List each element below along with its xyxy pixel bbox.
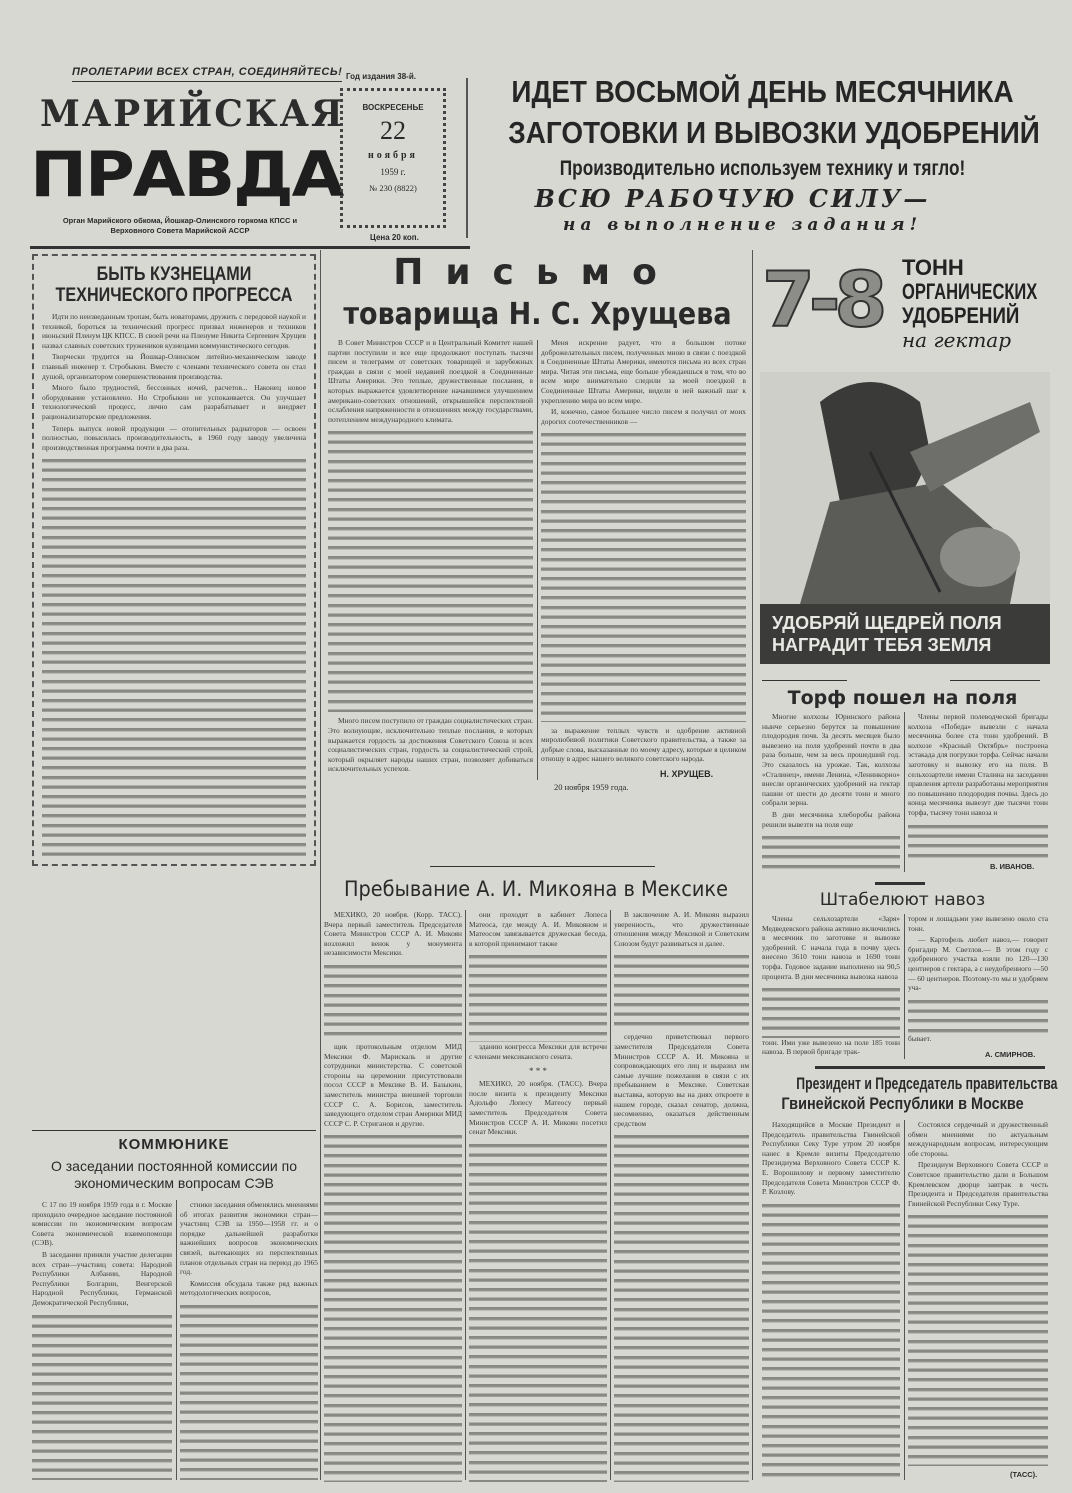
communique-col-1	[32, 1200, 172, 1480]
peat-col-1	[762, 712, 900, 872]
guinea-title-line-2: Гвинейской Республики в Москве	[781, 1094, 1024, 1113]
communique-subtitle: О заседании постоянной комиссии по экономическим вопросам СЭВ	[50, 1158, 298, 1191]
text-continuation	[42, 456, 306, 860]
text-continuation	[328, 428, 533, 712]
peat-col-2	[908, 712, 1048, 860]
column-rule	[904, 712, 905, 872]
paragraph: В заседании приняли участие делегации всех стран—участниц совета: Народной Республики Албании, Народной Республики Болгарии, Венгерской Народной Республики, Германской Демократической Республики,	[32, 1249, 172, 1307]
paragraph: Комиссия обсудала также ряд важных методологических вопросов,	[180, 1278, 318, 1298]
column-rule	[176, 1200, 177, 1480]
paragraph: Находящийся в Москве Президент и Председатель правительства Гвинейской Республики Секу Туре утром 20 ноября нанес в Кремле визиты Председателю Президиума Верховного Совета СССР К. Е. Ворошилову и первому заместителю Председателя Совета Министров СССР Ф. Р. Козлову.	[762, 1120, 900, 1197]
banner-line-1: ИДЕТ ВОСЬМОЙ ДЕНЬ МЕСЯЧНИКА	[511, 74, 1014, 109]
letter-title-1: Письмо	[393, 252, 679, 293]
banner-line-2: ЗАГОТОВКИ И ВЫВОЗКИ УДОБРЕНИЙ	[508, 115, 1040, 150]
paragraph: щик протокольным отделом МИД Мексики Ф. Марискаль и другие сотрудники министерства. С советской стороны на церемонии присутствовали посол СССР в Мексике В. И. Базыкин, заместитель министра внешней торговли СССР С. А. Борисов, заместитель заведующего отделом стран Америки МИД СССР С. Р. Стриганов и другие.	[324, 1041, 462, 1128]
mikoyan-col-2	[469, 910, 607, 1482]
banner-line-5: на выполнение задания!	[562, 215, 923, 235]
paragraph: Члены сельхозартели «Заря» Медведевского района активно включились в месячник по заготовке и вывозке удобрений. С начала года в почву здесь внесено 3610 тонн навоза и 1690 тонн торфа. Годовое задание выполнено на 90,5 процента. В дни месячника вывозка навоза	[762, 914, 900, 981]
letter-title-2: товарища Н. С. Хрущева	[343, 297, 732, 332]
guinea-title	[755, 1074, 1058, 1114]
day: 22	[380, 116, 406, 145]
paragraph: И, конечно, самое большее число писем я получил от моих дорогих соотечественников —	[541, 407, 746, 426]
communique-title: КОММЮНИКЕ	[118, 1136, 230, 1153]
text-continuation	[324, 1132, 462, 1482]
letter-col-2	[541, 338, 746, 766]
column-rule	[320, 250, 321, 1480]
editorial-title-line-1: БЫТЬ КУЗНЕЦАМИ	[96, 264, 252, 285]
paragraph: Творчески трудится на Йошкар-Олинском литейно-механическом заводе главный инженер т. Стробыкин. Вместе с членами технического совета он стал душой, организатором совершенствования производства.	[42, 352, 306, 381]
paragraph: Много писем поступило от граждан социалистических стран. Это волнующие, исключительно теплые послания, в которых выражается гордость за достижения Советского Союза и всех социалистических стран, гордость за социалистический строй, который окрыляет народы наших стран, позволяет добиваться исключительных успехов.	[328, 716, 533, 774]
poster-line: УДОБРЕНИЙ	[902, 303, 1020, 328]
paragraph: Идти по неизведанным тропам, быть новаторами, дружить с передовой наукой и техникой, бороться за технический прогресс призвал инженеров и техников июньский Пленум ЦК КПСС. В своей речи на Пленуме Никита Сергеевич Хрущев назвал славных советских тружеников кузнецами коммунистического сегодня.	[42, 312, 306, 350]
text-continuation	[469, 1141, 607, 1482]
column-rule	[904, 914, 905, 1059]
year: 1959 г.	[380, 167, 406, 177]
column-rule	[904, 1120, 905, 1480]
text-continuation	[908, 822, 1048, 860]
paragraph: за выражение теплых чувств и одобрение активной миролюбивой политики Советского правительства, а также за добрые слова, высказанные по моему адресу, которые я целиком отношу в адрес нашего великого советского народа.	[541, 725, 746, 764]
poster-line: ТОНН	[902, 255, 964, 280]
column-rule	[537, 340, 538, 780]
weekday: ВОСКРЕСЕНЬЕ	[362, 103, 424, 112]
guinea-col-2	[908, 1120, 1048, 1466]
organ-statement: Орган Марийского обкома, Йошкар-Олинского горкома КПСС и Верховного Совета Марийской АССР	[62, 216, 298, 235]
paragraph: сердечно приветствовал первого заместителя Председателя Совета Министров СССР А. И. Микояна и сопровождающих его лиц и выразил им самые лучшие пожелания в связи с их пребыванием в Мексике. Советская выставка, которую вы на днях откроете в нашем городе, сказал сенатор, должна, несомненно, оказаться действенным средством	[614, 1032, 749, 1128]
text-continuation	[324, 962, 462, 1042]
text-continuation	[180, 1302, 318, 1480]
section-separator: * * *	[529, 1065, 547, 1076]
poster-slogan-line: УДОБРЯЙ ЩЕДРЕЙ ПОЛЯ	[772, 613, 1002, 633]
manure-col-1	[762, 914, 900, 1059]
poster-big-number: 7-8	[762, 255, 882, 344]
paragraph: В дни месячника хлеборобы района решили вывезти на поля еще	[762, 809, 900, 829]
text-continuation	[908, 1212, 1048, 1466]
peat-title: Торф пошел на поля	[787, 687, 1018, 709]
text-continuation	[614, 952, 749, 1032]
issue-number: № 230 (8822)	[369, 183, 417, 193]
paragraph: МЕХИКО, 20 ноября. (Корр. ТАСС). Вчера первый заместитель Председателя Совета Министров СССР А. И. Микоян возложил венок у монумента независимости Мексики.	[324, 910, 462, 958]
column-rule	[465, 910, 466, 1480]
editorial-title-line-2: ТЕХНИЧЕСКОГО ПРОГРЕССА	[55, 285, 293, 306]
communique-col-2	[180, 1200, 318, 1480]
mikoyan-col-3	[614, 910, 749, 1482]
paragraph: стники заседания обменялись мнениями об итогах развития экономики стран—участниц СЭВ за 1950—1958 гг. и о порядке дальнейшей разработки важнейших вопросов экономических связей, вытекающих из перспективных планов отдельных стран на период до 1965 год.	[180, 1200, 318, 1277]
paragraph: они проходят в кабинет Лопеса Матеоса, где между А. И. Микояном и Матеосом завязывается дружеская беседа, в которой принимают также	[469, 910, 607, 948]
paragraph: С 17 по 19 ноября 1959 года в г. Москве проходило очередное заседание постоянной комиссии по экономическим вопросам Совета экономической взаимопомощи (СЭВ).	[32, 1200, 172, 1248]
tass-credit: (ТАСС).	[1010, 1470, 1038, 1479]
paragraph: — Картофель любит навоз,— говорит бригадир М. Светлов.— В этом году с удобренного участка взяли по 120—130 центнеров с гектара, а с неудобренного —50— 60 центнеров. Поэтому-то мы и удобряем уча-	[908, 935, 1048, 993]
text-continuation	[762, 833, 900, 872]
fertilizer-poster	[760, 252, 1050, 664]
banner-headline	[480, 72, 1045, 236]
letter-col-1	[328, 338, 533, 776]
text-continuation	[541, 430, 746, 721]
editorial-title	[34, 264, 314, 306]
text-continuation	[614, 1132, 749, 1482]
banner-line-3: Производительно используем технику и тягло!	[559, 157, 966, 180]
text-continuation	[32, 1312, 172, 1480]
rule	[815, 1066, 1045, 1069]
column-rule	[752, 250, 753, 1480]
paragraph: Состоялся сердечный и дружественный обмен мнениями по актуальным международным вопросам, интересующим обе стороны.	[908, 1120, 1048, 1158]
paragraph: зданию конгресса Мексики для встречи с членами мексиканского сената.	[469, 1042, 607, 1061]
paragraph: Члены первой полеводческой бригады колхоза «Победа» вывезли с начала месячника более ста тонн удобрений. В колхозе «Красный Октябрь» построена эстакада для погрузки торфа. Сейчас начали заготовку и вывозку его на поля. В сельхозартели имени Сталина на заседании правления артели разработаны мероприятия по повышению плодородия почвы. Здесь до конца месячника вывезут две тысячи тонн торфа, тысячу тонн навоза и	[908, 712, 1048, 817]
text-continuation	[469, 952, 607, 1042]
paragraph: МЕХИКО, 20 ноября. (ТАСС). Вчера после визита к президенту Мексики Адольфо Лопесу Матеосу первый заместитель Председателя Совета Министров СССР А. И. Микоян посетил сенат Мексики.	[469, 1079, 607, 1137]
paragraph: Теперь выпуск новой продукции — отопительных радиаторов — освоен полностью, повысилась производительность, в 1960 году заводу увеличена производственная программа почти в два раза.	[42, 423, 306, 452]
poster-slogan	[772, 612, 1002, 656]
text-continuation	[762, 985, 900, 1038]
poster-text	[902, 256, 1050, 352]
guinea-title-line-1: Президент и Председатель правительства	[796, 1074, 1058, 1093]
paragraph: тором и лошадьми уже вывезено около ста тонн.	[908, 914, 1048, 933]
poster-slogan-line: НАГРАДИТ ТЕБЯ ЗЕМЛЯ	[772, 635, 992, 655]
rule	[430, 866, 655, 867]
paragraph: В Совет Министров СССР и в Центральный Комитет нашей партии поступили и все еще продолжают поступать тысячи писем и телеграмм от советских товарищей и зарубежных граждан в связи с моей недавней поездкой в Соединенные Штаты Америки. Это теплые, дружественные послания, в которых выражается удовлетворение начавшимся улучшением американо-советских отношений, открывшейся перспективой ослабления напряженности в отношениях между государствами, потеплением международного климата.	[328, 338, 533, 424]
text-continuation	[908, 997, 1048, 1035]
manure-col-2	[908, 914, 1048, 1046]
mikoyan-title: Пребывание А. И. Микояна в Мексике	[344, 877, 728, 901]
newspaper-title-top: МАРИЙСКАЯ	[40, 93, 345, 135]
edition-year: Год издания 38-й.	[346, 72, 416, 81]
slogan: ПРОЛЕТАРИИ ВСЕХ СТРАН, СОЕДИНЯЙТЕСЬ!	[72, 66, 342, 82]
paragraph: Президиум Верховного Совета СССР и Советское правительство дали в Большом Кремлевском дворце завтрак в честь Президента и Председателя правительства Гвинейской Республики Секу Туре.	[908, 1160, 1048, 1208]
paragraph: Меня искренне радует, что в большом потоке доброжелательных писем, полученных мною в связи с поездкой в Соединенные Штаты Америки, имеются письма из всех стран мира. Читая эти письма, еще больше убеждаешься в том, что во всем мире внимательно следили за моей поездкой в Соединенные Штаты Америки, видели в ней важный шаг к укреплению мира во всем мире.	[541, 338, 746, 405]
rule	[950, 680, 1040, 681]
peat-author: В. ИВАНОВ.	[990, 862, 1035, 871]
price: Цена 20 коп.	[370, 233, 419, 242]
paragraph: тонн. Ими уже вывезено на поле 185 тонн навоза. В первой бригаде трак-	[762, 1037, 900, 1057]
text-continuation	[762, 1201, 900, 1482]
manure-author: А. СМИРНОВ.	[985, 1050, 1036, 1059]
rule	[762, 680, 847, 681]
paragraph: В заключение А. И. Микоян выразил уверенность, что дружественные отношения между Мексикой и Советским Союзом будут развиваться и далее.	[614, 910, 749, 948]
mikoyan-col-1	[324, 910, 462, 1482]
letter-signature: Н. ХРУЩЕВ.	[660, 769, 714, 779]
poster-line: ОРГАНИЧЕСКИХ	[902, 279, 1038, 304]
poster-line: на гектар	[902, 328, 1012, 352]
month: ноября	[368, 150, 418, 161]
paragraph: Многие колхозы Юринского района нынче серьезно берутся за повышение плодородия почв. За десять месяцев было вывезено на поля удобрений почти в два раза больше, чем за весь прошедший год. Это сказалось на урожае. Так, колхозы «Сталинец», имени Ленина, «Ленинкорно» внесли органических удобрений на гектар пашни от шести до десяти тонн и много собрали зерна.	[762, 712, 900, 808]
manure-title: Штабелюют навоз	[819, 890, 986, 910]
newspaper-title-main: ПРАВДА	[30, 138, 343, 211]
masthead-rule	[30, 246, 470, 249]
rule	[875, 882, 925, 885]
guinea-col-1	[762, 1120, 900, 1482]
letter-date: 20 ноября 1959 года.	[554, 782, 629, 792]
banner-line-4: ВСЮ РАБОЧУЮ СИЛУ—	[534, 184, 931, 213]
rule	[32, 1130, 316, 1131]
paragraph: бывает.	[908, 1034, 932, 1044]
editorial-body	[42, 312, 306, 860]
column-rule	[610, 910, 611, 1480]
paragraph: Много было трудностей, бессонных ночей, расчетов... Наконец новое оборудование установлено. Но Стробыкин не успокаивается. Он улучшает технологический процесс, лично сам разрабатывает и внедряет рационализаторские предложения.	[42, 383, 306, 421]
